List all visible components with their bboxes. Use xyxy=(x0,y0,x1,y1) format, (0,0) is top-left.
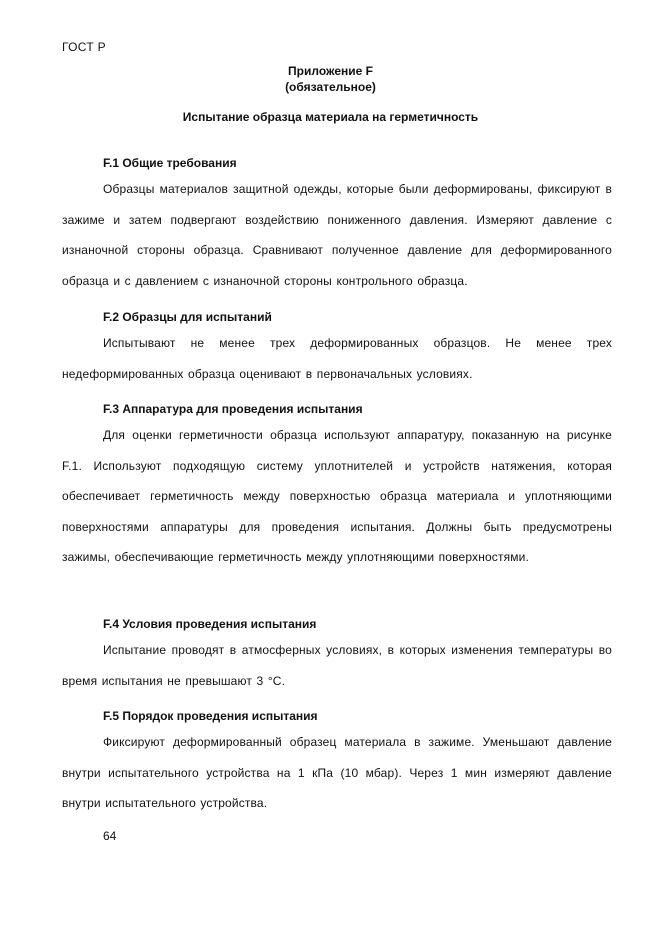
section-heading-f5: F.5 Порядок проведения испытания xyxy=(103,709,318,723)
section-heading-f2: F.2 Образцы для испытаний xyxy=(103,310,272,324)
section-heading-f3: F.3 Аппаратура для проведения испытания xyxy=(103,402,363,416)
section-text-f3: Для оценки герметичности образца используют аппаратуру, показанную на рисунке F.1. Используют подходящую систему уплотнителей и устройств натяжения, которая обеспечивает герметичность между поверхностью образца материала и уплотняющими поверхностями аппаратуры для проведения испытания. Должны быть предусмотрены зажимы, обеспечивающие герметичность между уплотняющими поверхностями. xyxy=(62,428,612,565)
page-number: 64 xyxy=(103,829,117,843)
appendix-status: (обязательное) xyxy=(285,80,376,94)
section-text-f1: Образцы материалов защитной одежды, которые были деформированы, фиксируют в зажиме и затем подвергают воздействию пониженного давления. Измеряют давление с изнаночной стороны образца. Сравнивают полученное давление для деформированного образца и с давлением с изнаночной стороны контрольного образца. xyxy=(62,182,612,288)
section-text-f5: Фиксируют деформированный образец материала в зажиме. Уменьшают давление внутри испытательного устройства на 1 кПа (10 мбар). Через 1 мин измеряют давление внутри испытательного устройства. xyxy=(62,735,612,811)
appendix-heading: Испытание образца материала на герметичность xyxy=(182,110,479,124)
section-heading-f4: F.4 Условия проведения испытания xyxy=(103,617,317,631)
section-heading-f1: F.1 Общие требования xyxy=(103,156,237,170)
section-text-f2: Испытывают не менее трех деформированных образцов. Не менее трех недеформированных образца оценивают в первоначальных условиях. xyxy=(62,336,612,381)
standard-code: ГОСТ Р xyxy=(62,40,106,54)
appendix-title: Приложение F xyxy=(288,64,373,78)
section-text-f4: Испытание проводят в атмосферных условиях, в которых изменения температуры во время испытания не превышают 3 °С. xyxy=(62,643,612,688)
